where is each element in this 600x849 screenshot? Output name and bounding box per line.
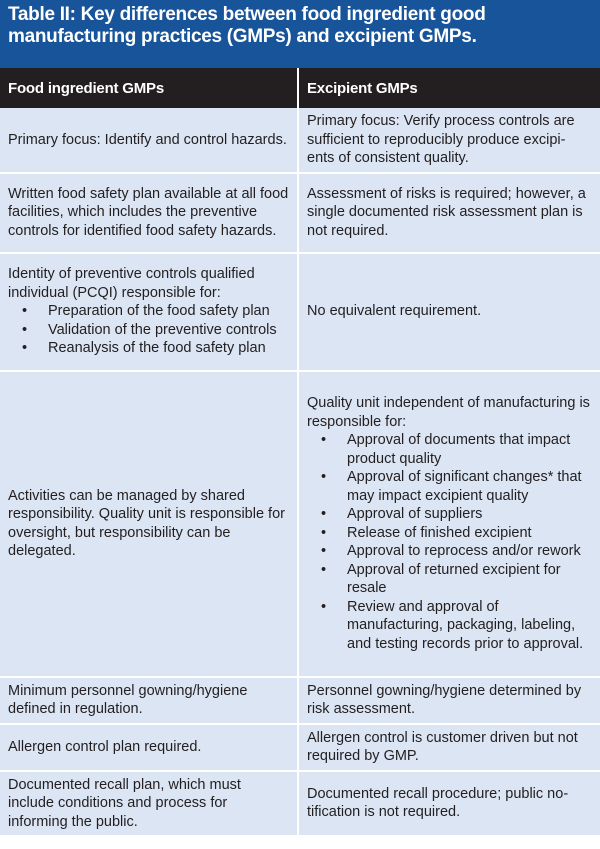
cell-text: Primary focus: Verify process controls are sufficient to reproducibly produce excipi-ents of consistent quality. bbox=[307, 113, 575, 166]
list-item bbox=[307, 431, 592, 468]
cell-text: Personnel gowning/hygiene determined by risk assessment. bbox=[307, 682, 582, 717]
bullet-icon: • bbox=[321, 469, 327, 485]
list-item bbox=[8, 302, 289, 321]
food-cell bbox=[0, 253, 298, 371]
list-item bbox=[8, 339, 289, 358]
cell-text: Quality unit independent of manufacturing is responsible for: bbox=[307, 395, 590, 430]
header-excipient-gmps: Excipient GMPs bbox=[298, 68, 600, 108]
list-item bbox=[307, 505, 592, 524]
list-item bbox=[307, 468, 592, 505]
cell-text: Allergen control plan required. bbox=[8, 738, 202, 755]
bullet-icon: • bbox=[321, 543, 327, 559]
excipient-cell bbox=[298, 724, 600, 771]
food-cell bbox=[0, 173, 298, 253]
table-row bbox=[0, 253, 600, 371]
bullet-icon: • bbox=[321, 561, 327, 578]
list-item-text: Approval of returned excipient for resale bbox=[347, 561, 561, 596]
food-cell bbox=[0, 108, 298, 173]
list-item-text: Validation of the preventive controls bbox=[48, 321, 277, 338]
table-row bbox=[0, 677, 600, 724]
food-cell bbox=[0, 724, 298, 771]
cell-text: Assessment of risks is required; however, a single documented risk assessment plan is not required. bbox=[307, 185, 586, 239]
cell-text: Written food safety plan available at all food facilities, which includes the preventive controls for identified food safety hazards. bbox=[8, 185, 289, 239]
bullet-list bbox=[307, 431, 592, 653]
bullet-icon: • bbox=[321, 598, 327, 615]
list-item bbox=[307, 542, 592, 561]
excipient-cell bbox=[298, 677, 600, 724]
food-cell bbox=[0, 371, 298, 677]
list-item-text: Review and approval of manufacturing, packaging, labeling, and testing records prior to approval. bbox=[347, 598, 584, 652]
list-item-text: Reanalysis of the food safety plan bbox=[48, 340, 266, 357]
cell-text: Activities can be managed by shared responsibility. Quality unit is responsible for oversight, but responsibility can be delegated. bbox=[8, 487, 285, 559]
comparison-table bbox=[0, 68, 600, 835]
list-item-text: Preparation of the food safety plan bbox=[48, 303, 270, 320]
excipient-cell bbox=[298, 108, 600, 173]
food-cell bbox=[0, 677, 298, 724]
list-item bbox=[307, 598, 592, 654]
cell-text: Documented recall procedure; public no-tification is not required. bbox=[307, 785, 569, 821]
cell-text: Minimum personnel gowning/hygiene defined in regulation. bbox=[8, 682, 248, 717]
bullet-icon: • bbox=[321, 506, 327, 522]
list-item-text: Approval of suppliers bbox=[347, 506, 483, 522]
header-food-gmps: Food ingredient GMPs bbox=[0, 68, 298, 108]
list-item bbox=[8, 321, 289, 340]
cell-text: Identity of preventive controls qualified individual (PCQI) responsible for: bbox=[8, 266, 255, 301]
bullet-icon: • bbox=[321, 524, 327, 541]
bullet-icon: • bbox=[22, 321, 28, 338]
header-row bbox=[0, 68, 600, 108]
excipient-cell bbox=[298, 253, 600, 371]
list-item-text: Release of finished excipient bbox=[347, 524, 532, 541]
bullet-icon: • bbox=[22, 303, 28, 320]
table-row bbox=[0, 771, 600, 836]
excipient-cell bbox=[298, 173, 600, 253]
list-item bbox=[307, 524, 592, 543]
cell-text: Primary focus: Identify and control hazards. bbox=[8, 131, 287, 148]
cell-text: No equivalent requirement. bbox=[307, 303, 482, 320]
table-title: Table II: Key differences between food ingredient good manufacturing practices (GMPs) and excipient GMPs. bbox=[0, 0, 600, 68]
cell-text: Allergen control is customer driven but not required by GMP. bbox=[307, 729, 578, 764]
bullet-icon: • bbox=[22, 340, 28, 357]
excipient-cell bbox=[298, 771, 600, 836]
food-cell bbox=[0, 771, 298, 836]
list-item-text: Approval of documents that impact product quality bbox=[347, 432, 571, 467]
list-item-text: Approval of significant changes* that may impact excipient quality bbox=[347, 469, 582, 504]
table-row bbox=[0, 371, 600, 677]
list-item bbox=[307, 561, 592, 598]
table-row bbox=[0, 173, 600, 253]
list-item-text: Approval to reprocess and/or rework bbox=[347, 543, 581, 559]
bullet-icon: • bbox=[321, 432, 327, 448]
excipient-cell bbox=[298, 371, 600, 677]
table-row bbox=[0, 108, 600, 173]
bullet-list bbox=[8, 302, 289, 358]
table-row bbox=[0, 724, 600, 771]
cell-text: Documented recall plan, which must include conditions and process for informing the public. bbox=[8, 776, 241, 830]
